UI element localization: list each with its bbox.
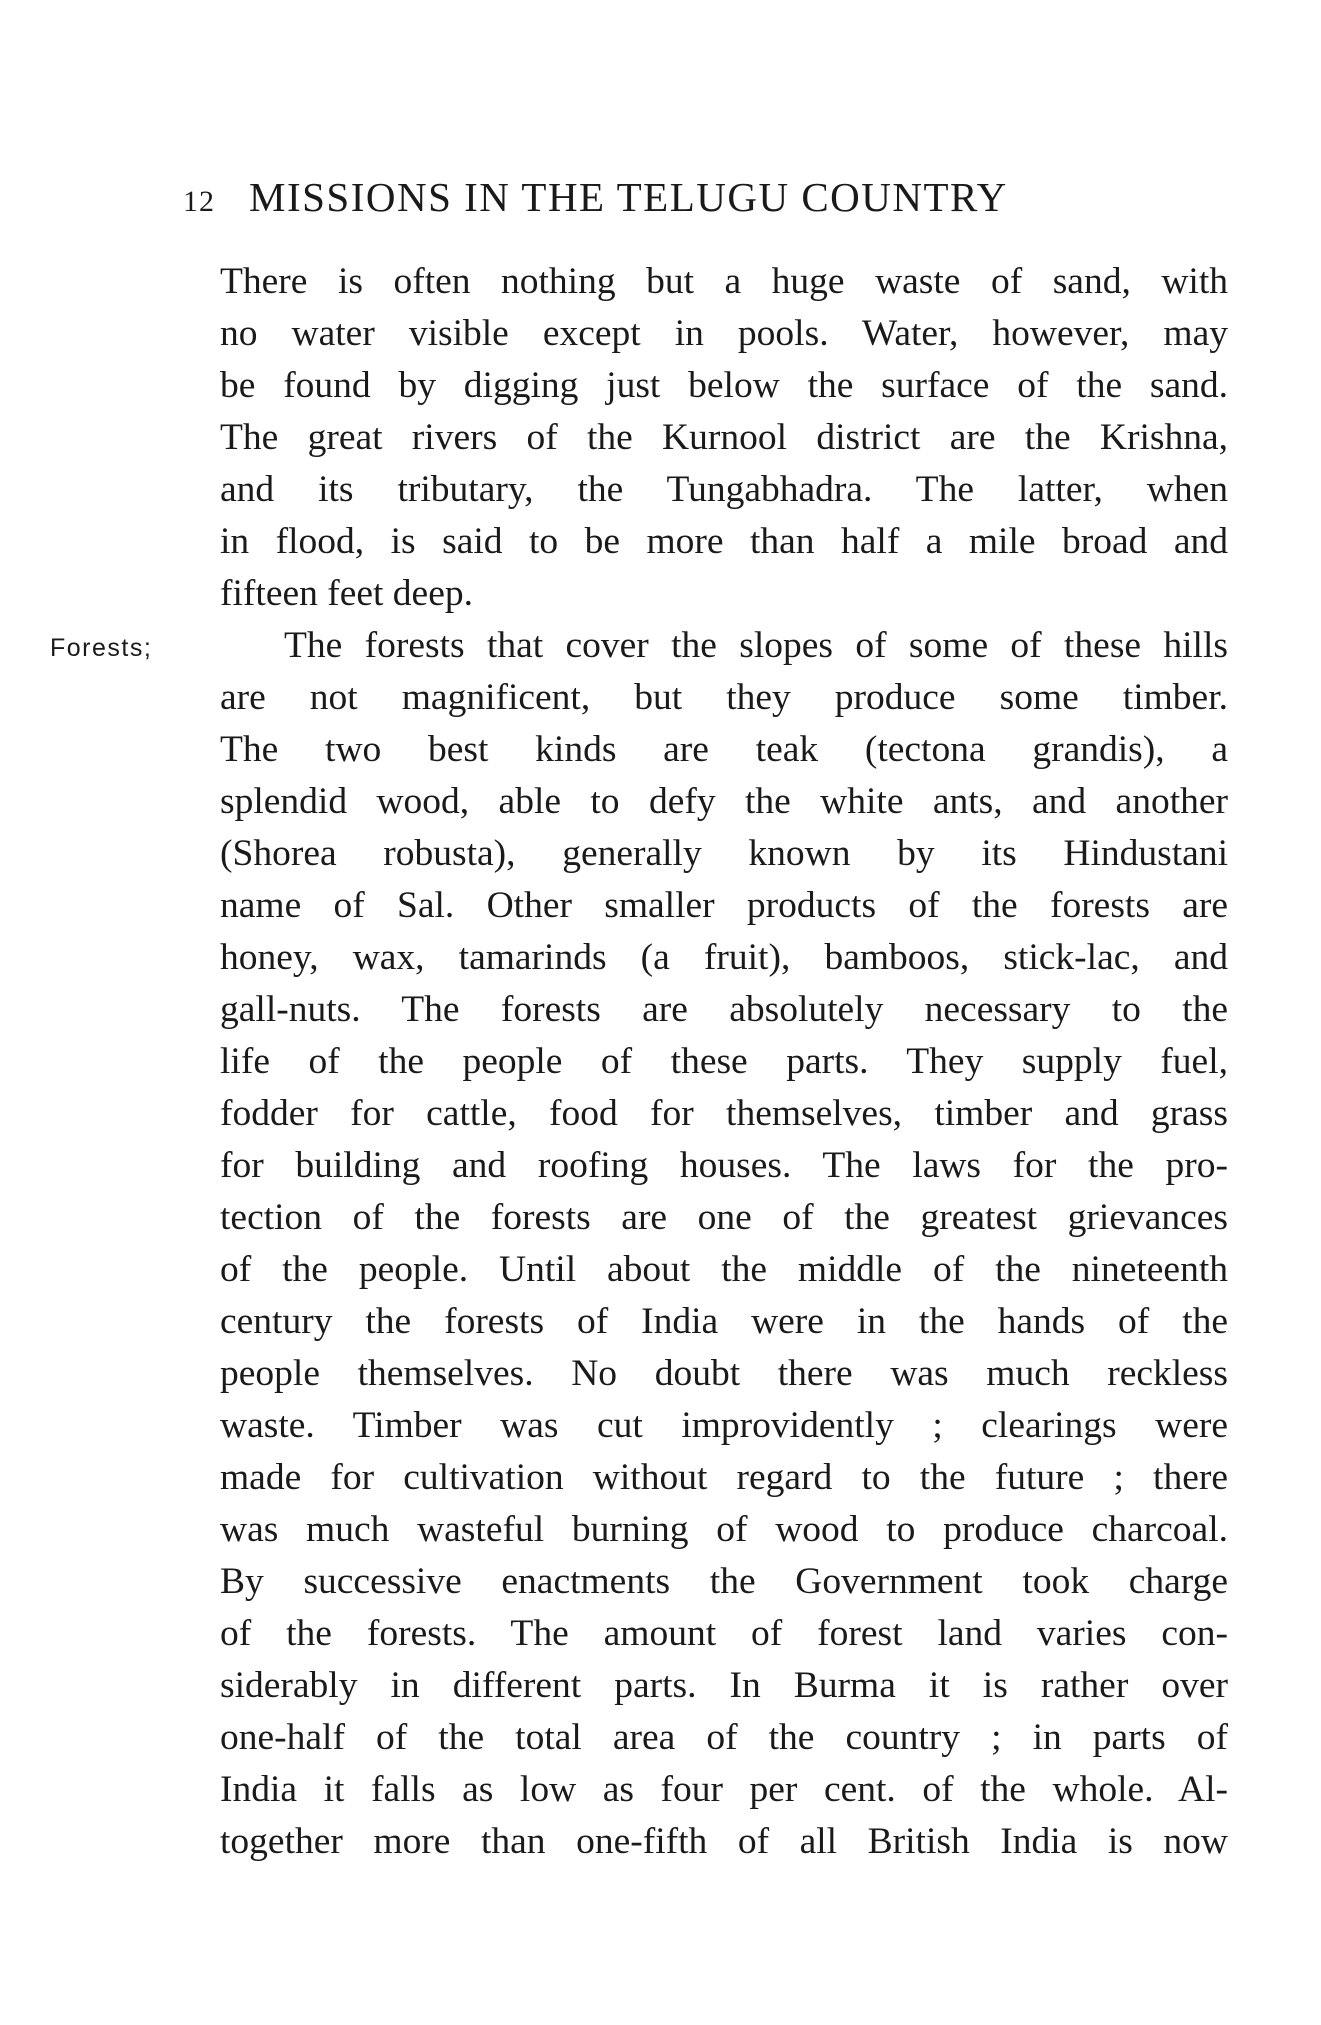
text-line: The two best kinds are teak (tectona grandis), a [220, 729, 1228, 770]
text-line: fifteen feet deep. [220, 573, 473, 614]
text-line: for building and roofing houses. The laws for the pro- [220, 1145, 1228, 1186]
text-line: fodder for cattle, food for themselves, timber and grass [220, 1093, 1228, 1134]
text-line: are not magnificent, but they produce some timber. [220, 677, 1228, 718]
text-line: was much wasteful burning of wood to produce charcoal. [220, 1509, 1228, 1550]
text-line: people themselves. No doubt there was much reckless [220, 1353, 1228, 1394]
text-line: and its tributary, the Tungabhadra. The latter, when [220, 469, 1228, 510]
text-line: waste. Timber was cut improvidently ; clearings were [220, 1405, 1228, 1446]
text-line: (Shorea robusta), generally known by its Hindustani [220, 833, 1228, 874]
text-line: life of the people of these parts. They supply fuel, [220, 1041, 1228, 1082]
text-line: name of Sal. Other smaller products of the forests are [220, 885, 1228, 926]
text-line: of the people. Until about the middle of the nineteenth [220, 1249, 1228, 1290]
text-line: splendid wood, able to defy the white ants, and another [220, 781, 1228, 822]
text-line: honey, wax, tamarinds (a fruit), bamboos, stick-lac, and [220, 937, 1228, 978]
text-line: made for cultivation without regard to the future ; there [220, 1457, 1228, 1498]
text-line: in flood, is said to be more than half a mile broad and [220, 521, 1228, 562]
running-header [183, 172, 1183, 222]
body-text [220, 256, 1228, 1868]
text-line: gall-nuts. The forests are absolutely necessary to the [220, 989, 1228, 1030]
text-line: India it falls as low as four per cent. of the whole. Al- [220, 1769, 1228, 1810]
text-line: tection of the forests are one of the greatest grievances [220, 1197, 1228, 1238]
text-line: be found by digging just below the surface of the sand. [220, 365, 1228, 406]
text-line: By successive enactments the Government took charge [220, 1561, 1228, 1602]
text-line: The forests that cover the slopes of some of these hills [284, 625, 1228, 666]
text-line: century the forests of India were in the hands of the [220, 1301, 1228, 1342]
text-line: There is often nothing but a huge waste of sand, with [220, 261, 1228, 302]
text-line: The great rivers of the Kurnool district are the Krishna, [220, 417, 1228, 458]
running-title: MISSIONS IN THE TELUGU COUNTRY [249, 174, 1008, 220]
text-line: one-half of the total area of the country ; in parts of [220, 1717, 1228, 1758]
margin-note: Forests; [50, 634, 153, 662]
page-number: 12 [183, 185, 215, 218]
text-line: together more than one-fifth of all British India is now [220, 1821, 1228, 1862]
text-line: of the forests. The amount of forest land varies con- [220, 1613, 1228, 1654]
text-line: no water visible except in pools. Water, however, may [220, 313, 1228, 354]
text-line: siderably in different parts. In Burma it is rather over [220, 1665, 1228, 1706]
